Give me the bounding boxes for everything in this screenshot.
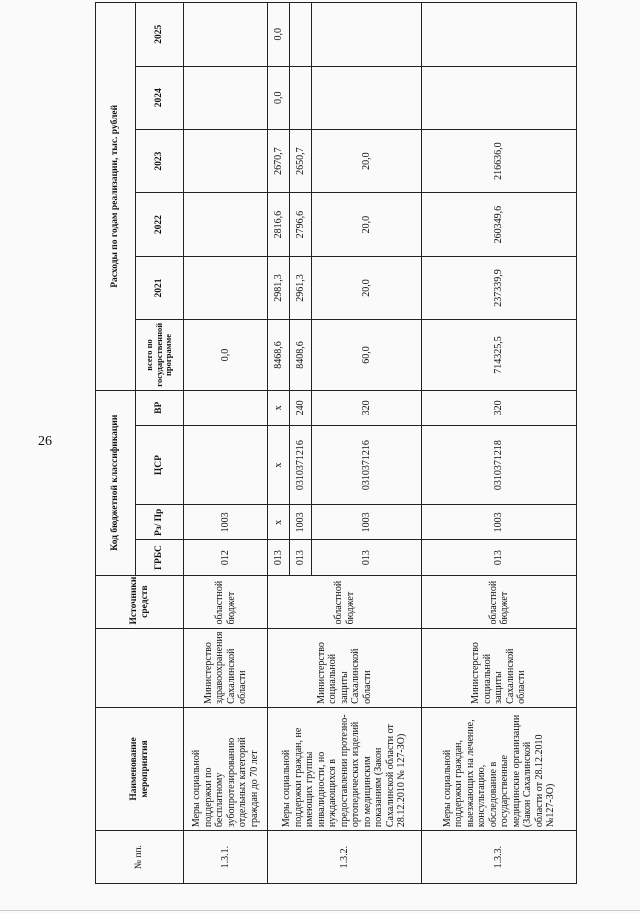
cell-rzpr: x xyxy=(268,505,290,540)
cell-2021 xyxy=(184,256,268,319)
cell-2023: 2650,7 xyxy=(290,129,312,192)
cell-grbs: 013 xyxy=(312,540,422,575)
cell-2024: 0,0 xyxy=(268,66,290,129)
cell-rzpr: 1003 xyxy=(184,505,268,540)
cell-2025 xyxy=(290,3,312,67)
cell-name: Меры социальной поддержки граждан, не имеющих группы инвалидности, но нуждающихся в предоставлении протезно-ортопедических изделий по медицинским показаниям (Закон Сахалинской области от 28.12.2010 № 127-ЗО) xyxy=(268,707,422,830)
cell-num: 1.3.2. xyxy=(268,831,422,884)
cell-2024 xyxy=(312,66,422,129)
cell-2022: 260349,6 xyxy=(422,193,577,256)
page-edge-line xyxy=(0,910,640,911)
cell-grbs: 013 xyxy=(268,540,290,575)
cell-2022: 2796,6 xyxy=(290,193,312,256)
cell-total: 714325,5 xyxy=(422,320,577,390)
header-year-2025: 2025 xyxy=(136,3,184,67)
table-row xyxy=(422,3,577,884)
cell-2021: 20,0 xyxy=(312,256,422,319)
cell-2024 xyxy=(290,66,312,129)
cell-name: Меры социальной поддержки по бесплатному зубопротезированию отдельных категорий граждан до 70 лет xyxy=(184,707,268,830)
cell-vr: 320 xyxy=(312,390,422,425)
header-year-2021: 2021 xyxy=(136,256,184,319)
cell-total: 8408,6 xyxy=(290,320,312,390)
cell-2021: 237339,9 xyxy=(422,256,577,319)
cell-2025 xyxy=(312,3,422,67)
header-executor xyxy=(96,628,184,707)
header-year-2024: 2024 xyxy=(136,66,184,129)
cell-vr: 240 xyxy=(290,390,312,425)
cell-name: Меры социальной поддержки граждан, выезжающих на лечение, консультацию, обследование в государственные медицинские организации (Закон Сахалинской области от 28.12.2010 №127-ЗО) xyxy=(422,707,577,830)
header-measure-name: Наименование мероприятия xyxy=(96,707,184,830)
cell-source: областной бюджет xyxy=(422,575,577,628)
cell-2025: 0,0 xyxy=(268,3,290,67)
cell-vr: x xyxy=(268,390,290,425)
table-row xyxy=(184,3,268,884)
cell-executor: Министерство здравоохранения Сахалинской области xyxy=(184,628,268,707)
cell-2021: 2981,3 xyxy=(268,256,290,319)
cell-rzpr: 1003 xyxy=(312,505,422,540)
cell-2022: 20,0 xyxy=(312,193,422,256)
cell-2022: 2816,6 xyxy=(268,193,290,256)
cell-source: областной бюджет xyxy=(268,575,422,628)
header-costs: Расходы по годам реализации, тыс. рублей xyxy=(96,3,136,391)
cell-rzpr: 1003 xyxy=(422,505,577,540)
cell-2023: 216636,0 xyxy=(422,129,577,192)
cell-2025 xyxy=(422,3,577,67)
cell-total: 8468,6 xyxy=(268,320,290,390)
cell-csr: 0310371218 xyxy=(422,425,577,504)
rotated-table-container xyxy=(95,0,640,912)
cell-num: 1.3.1. xyxy=(184,831,268,884)
header-total: всего по государственной программе xyxy=(136,320,184,390)
cell-2021: 2961,3 xyxy=(290,256,312,319)
cell-csr: x xyxy=(268,425,290,504)
cell-2023 xyxy=(184,129,268,192)
cell-vr: 320 xyxy=(422,390,577,425)
cell-grbs: 013 xyxy=(422,540,577,575)
cell-2023: 20,0 xyxy=(312,129,422,192)
cell-2023: 2670,7 xyxy=(268,129,290,192)
header-grbs: ГРБС xyxy=(136,540,184,575)
header-rzpr: Рз/ Пр xyxy=(136,505,184,540)
header-year-2023: 2023 xyxy=(136,129,184,192)
cell-2024 xyxy=(184,66,268,129)
cell-csr: 0310371216 xyxy=(312,425,422,504)
header-vr: ВР xyxy=(136,390,184,425)
cell-total: 0,0 xyxy=(184,320,268,390)
cell-source: областной бюджет xyxy=(184,575,268,628)
cell-2022 xyxy=(184,193,268,256)
header-year-2022: 2022 xyxy=(136,193,184,256)
cell-num: 1.3.3. xyxy=(422,831,577,884)
cell-total: 60,0 xyxy=(312,320,422,390)
cell-csr: 0310371216 xyxy=(290,425,312,504)
cell-vr xyxy=(184,390,268,425)
header-source: Источники средств xyxy=(96,575,184,628)
budget-table xyxy=(95,2,577,884)
header-budget-code: Код бюджетной классификации xyxy=(96,390,136,575)
header-csr: ЦСР xyxy=(136,425,184,504)
cell-csr xyxy=(184,425,268,504)
header-num: № пп. xyxy=(96,831,184,884)
page-number: 26 xyxy=(38,434,52,449)
cell-grbs: 013 xyxy=(290,540,312,575)
cell-2025 xyxy=(184,3,268,67)
cell-2024 xyxy=(422,66,577,129)
cell-rzpr: 1003 xyxy=(290,505,312,540)
cell-executor: Министерство социальной защиты Сахалинской области xyxy=(422,628,577,707)
cell-executor: Министерство социальной защиты Сахалинской области xyxy=(268,628,422,707)
cell-grbs: 012 xyxy=(184,540,268,575)
table-row xyxy=(268,3,290,884)
